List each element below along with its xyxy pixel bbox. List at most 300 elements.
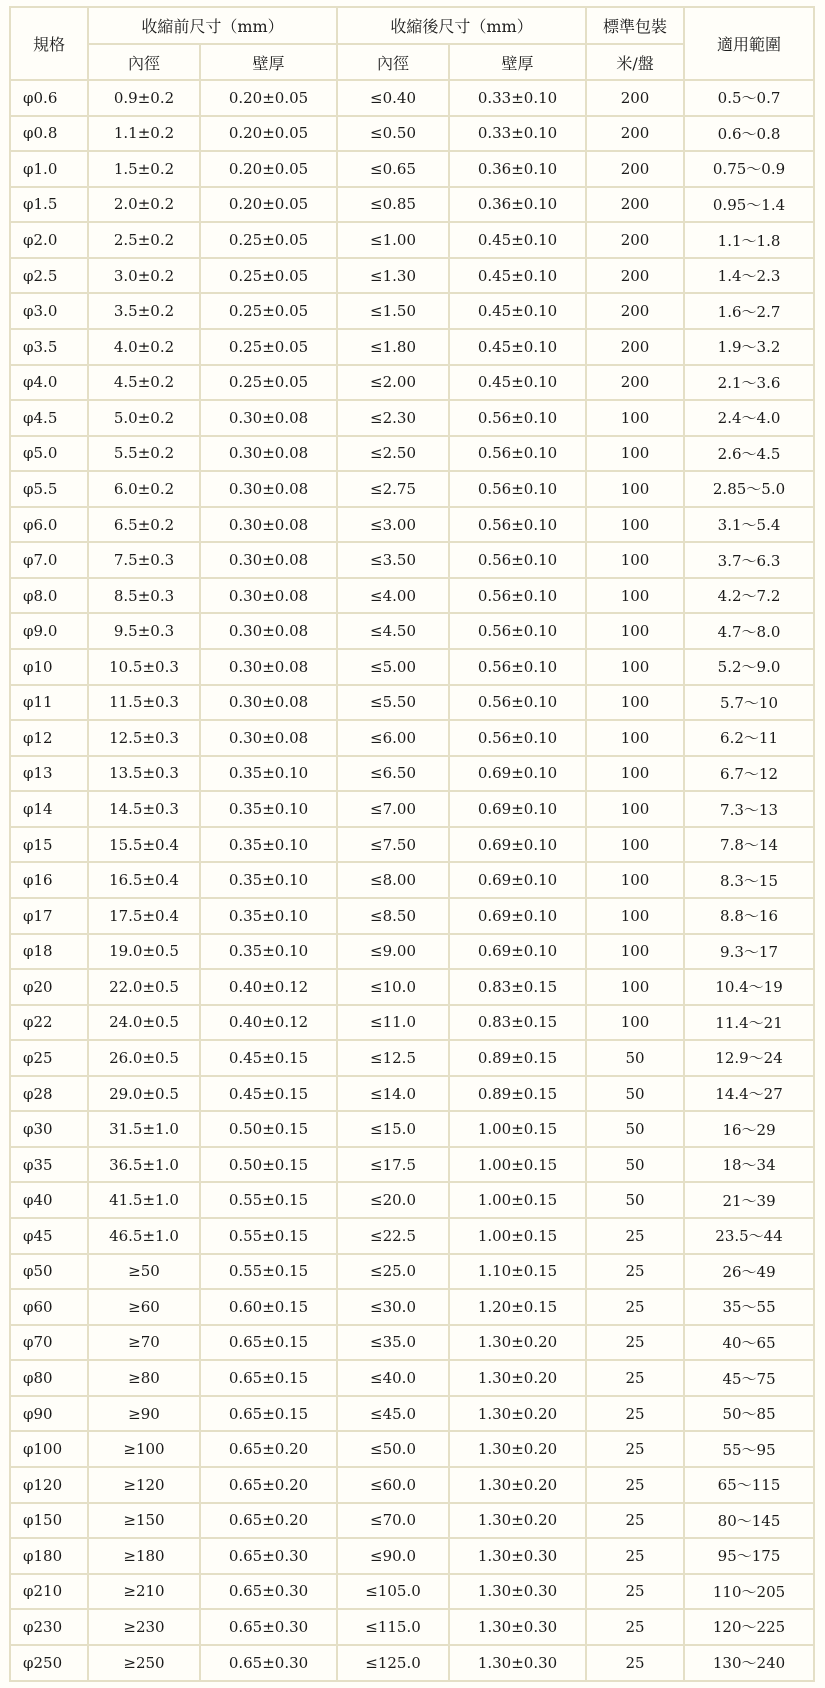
- cell-before-wall-thickness: 0.65±0.20: [200, 1503, 337, 1539]
- cell-before-wall-thickness: 0.30±0.08: [200, 613, 337, 649]
- table-row: [10, 293, 814, 329]
- cell-package-qty: 100: [586, 934, 684, 970]
- cell-after-inner-diameter: ≤40.0: [337, 1360, 449, 1396]
- cell-spec: φ230: [10, 1609, 88, 1645]
- cell-applicable-range: 14.4～27: [684, 1076, 814, 1112]
- cell-applicable-range: 3.1～5.4: [684, 507, 814, 543]
- cell-before-wall-thickness: 0.65±0.15: [200, 1360, 337, 1396]
- cell-package-qty: 50: [586, 1182, 684, 1218]
- cell-before-inner-diameter: 0.9±0.2: [88, 80, 200, 116]
- cell-before-wall-thickness: 0.20±0.05: [200, 187, 337, 223]
- cell-after-inner-diameter: ≤0.65: [337, 151, 449, 187]
- cell-after-wall-thickness: 0.56±0.10: [449, 649, 586, 685]
- cell-package-qty: 25: [586, 1396, 684, 1432]
- table-body: [10, 80, 814, 1681]
- cell-applicable-range: 35～55: [684, 1289, 814, 1325]
- cell-applicable-range: 8.3～15: [684, 862, 814, 898]
- table-row: [10, 1431, 814, 1467]
- cell-before-wall-thickness: 0.35±0.10: [200, 862, 337, 898]
- cell-applicable-range: 5.7～10: [684, 685, 814, 721]
- cell-applicable-range: 1.9～3.2: [684, 329, 814, 365]
- table-row: [10, 1147, 814, 1183]
- cell-package-qty: 25: [586, 1538, 684, 1574]
- cell-applicable-range: 4.2～7.2: [684, 578, 814, 614]
- header-after-wall-thickness: 壁厚: [449, 44, 586, 80]
- cell-after-wall-thickness: 0.45±0.10: [449, 222, 586, 258]
- cell-before-inner-diameter: 31.5±1.0: [88, 1111, 200, 1147]
- cell-before-inner-diameter: 12.5±0.3: [88, 720, 200, 756]
- cell-package-qty: 100: [586, 400, 684, 436]
- cell-after-wall-thickness: 0.56±0.10: [449, 685, 586, 721]
- cell-before-wall-thickness: 0.65±0.15: [200, 1325, 337, 1361]
- cell-applicable-range: 40～65: [684, 1325, 814, 1361]
- cell-package-qty: 100: [586, 578, 684, 614]
- table-row: [10, 1360, 814, 1396]
- cell-spec: φ0.6: [10, 80, 88, 116]
- cell-before-inner-diameter: ≥70: [88, 1325, 200, 1361]
- cell-before-wall-thickness: 0.35±0.10: [200, 791, 337, 827]
- table-row: [10, 116, 814, 152]
- cell-spec: φ1.0: [10, 151, 88, 187]
- cell-package-qty: 25: [586, 1360, 684, 1396]
- cell-spec: φ22: [10, 1005, 88, 1041]
- cell-before-inner-diameter: 22.0±0.5: [88, 969, 200, 1005]
- cell-spec: φ60: [10, 1289, 88, 1325]
- cell-before-wall-thickness: 0.25±0.05: [200, 329, 337, 365]
- cell-spec: φ45: [10, 1218, 88, 1254]
- cell-applicable-range: 26～49: [684, 1254, 814, 1290]
- cell-before-inner-diameter: 6.5±0.2: [88, 507, 200, 543]
- cell-before-inner-diameter: 15.5±0.4: [88, 827, 200, 863]
- cell-before-inner-diameter: 3.0±0.2: [88, 258, 200, 294]
- cell-after-inner-diameter: ≤125.0: [337, 1645, 449, 1681]
- cell-package-qty: 25: [586, 1218, 684, 1254]
- table-row: [10, 1005, 814, 1041]
- cell-spec: φ30: [10, 1111, 88, 1147]
- cell-before-wall-thickness: 0.50±0.15: [200, 1111, 337, 1147]
- cell-after-wall-thickness: 0.45±0.10: [449, 293, 586, 329]
- cell-before-inner-diameter: ≥210: [88, 1574, 200, 1610]
- cell-after-inner-diameter: ≤7.00: [337, 791, 449, 827]
- cell-after-wall-thickness: 0.69±0.10: [449, 934, 586, 970]
- table-row: [10, 1182, 814, 1218]
- cell-before-wall-thickness: 0.35±0.10: [200, 934, 337, 970]
- cell-package-qty: 25: [586, 1645, 684, 1681]
- cell-after-inner-diameter: ≤20.0: [337, 1182, 449, 1218]
- cell-applicable-range: 8.8～16: [684, 898, 814, 934]
- cell-before-inner-diameter: ≥80: [88, 1360, 200, 1396]
- cell-before-wall-thickness: 0.65±0.20: [200, 1467, 337, 1503]
- cell-before-wall-thickness: 0.30±0.08: [200, 542, 337, 578]
- cell-before-inner-diameter: 10.5±0.3: [88, 649, 200, 685]
- cell-after-wall-thickness: 1.30±0.20: [449, 1431, 586, 1467]
- cell-before-wall-thickness: 0.20±0.05: [200, 116, 337, 152]
- table-row: [10, 1218, 814, 1254]
- header-standard-package: 標準包裝: [586, 7, 684, 44]
- cell-applicable-range: 0.6～0.8: [684, 116, 814, 152]
- cell-before-inner-diameter: 5.0±0.2: [88, 400, 200, 436]
- cell-package-qty: 200: [586, 187, 684, 223]
- cell-package-qty: 100: [586, 791, 684, 827]
- cell-applicable-range: 5.2～9.0: [684, 649, 814, 685]
- table-row: [10, 1574, 814, 1610]
- table-row: [10, 471, 814, 507]
- cell-before-wall-thickness: 0.30±0.08: [200, 649, 337, 685]
- cell-before-wall-thickness: 0.35±0.10: [200, 827, 337, 863]
- cell-spec: φ250: [10, 1645, 88, 1681]
- cell-after-inner-diameter: ≤3.00: [337, 507, 449, 543]
- cell-applicable-range: 6.2～11: [684, 720, 814, 756]
- cell-before-wall-thickness: 0.65±0.30: [200, 1645, 337, 1681]
- cell-before-wall-thickness: 0.25±0.05: [200, 293, 337, 329]
- cell-package-qty: 200: [586, 329, 684, 365]
- cell-spec: φ20: [10, 969, 88, 1005]
- cell-package-qty: 100: [586, 613, 684, 649]
- cell-spec: φ0.8: [10, 116, 88, 152]
- cell-after-wall-thickness: 1.10±0.15: [449, 1254, 586, 1290]
- cell-after-wall-thickness: 0.36±0.10: [449, 151, 586, 187]
- table-row: [10, 1467, 814, 1503]
- cell-applicable-range: 45～75: [684, 1360, 814, 1396]
- cell-applicable-range: 1.1～1.8: [684, 222, 814, 258]
- cell-after-wall-thickness: 0.45±0.10: [449, 365, 586, 401]
- cell-package-qty: 100: [586, 720, 684, 756]
- cell-before-inner-diameter: 7.5±0.3: [88, 542, 200, 578]
- cell-before-inner-diameter: 11.5±0.3: [88, 685, 200, 721]
- cell-after-inner-diameter: ≤50.0: [337, 1431, 449, 1467]
- table-row: [10, 827, 814, 863]
- cell-applicable-range: 1.4～2.3: [684, 258, 814, 294]
- table-row: [10, 365, 814, 401]
- cell-after-inner-diameter: ≤6.00: [337, 720, 449, 756]
- cell-after-wall-thickness: 0.69±0.10: [449, 791, 586, 827]
- cell-package-qty: 100: [586, 898, 684, 934]
- table-row: [10, 151, 814, 187]
- cell-after-inner-diameter: ≤14.0: [337, 1076, 449, 1112]
- table-row: [10, 436, 814, 472]
- cell-before-wall-thickness: 0.65±0.30: [200, 1609, 337, 1645]
- cell-after-wall-thickness: 0.33±0.10: [449, 80, 586, 116]
- cell-spec: φ150: [10, 1503, 88, 1539]
- cell-package-qty: 50: [586, 1076, 684, 1112]
- table-row: [10, 1609, 814, 1645]
- cell-before-inner-diameter: 29.0±0.5: [88, 1076, 200, 1112]
- cell-before-inner-diameter: 14.5±0.3: [88, 791, 200, 827]
- cell-after-wall-thickness: 0.33±0.10: [449, 116, 586, 152]
- cell-after-inner-diameter: ≤9.00: [337, 934, 449, 970]
- cell-after-inner-diameter: ≤70.0: [337, 1503, 449, 1539]
- cell-before-wall-thickness: 0.35±0.10: [200, 756, 337, 792]
- cell-before-wall-thickness: 0.65±0.15: [200, 1396, 337, 1432]
- cell-package-qty: 200: [586, 151, 684, 187]
- table-row: [10, 1289, 814, 1325]
- cell-after-inner-diameter: ≤0.85: [337, 187, 449, 223]
- cell-after-inner-diameter: ≤8.00: [337, 862, 449, 898]
- cell-spec: φ2.0: [10, 222, 88, 258]
- cell-before-inner-diameter: 5.5±0.2: [88, 436, 200, 472]
- cell-applicable-range: 95～175: [684, 1538, 814, 1574]
- cell-after-wall-thickness: 1.30±0.30: [449, 1609, 586, 1645]
- header-after-shrink: 收縮後尺寸（mm）: [337, 7, 586, 44]
- cell-spec: φ18: [10, 934, 88, 970]
- cell-after-inner-diameter: ≤1.00: [337, 222, 449, 258]
- header-package-unit: 米/盤: [586, 44, 684, 80]
- cell-applicable-range: 6.7～12: [684, 756, 814, 792]
- table-row: [10, 400, 814, 436]
- cell-before-inner-diameter: 19.0±0.5: [88, 934, 200, 970]
- cell-spec: φ40: [10, 1182, 88, 1218]
- cell-after-wall-thickness: 1.30±0.20: [449, 1325, 586, 1361]
- cell-after-inner-diameter: ≤15.0: [337, 1111, 449, 1147]
- cell-before-inner-diameter: ≥150: [88, 1503, 200, 1539]
- header-applicable-range: 適用範圍: [684, 7, 814, 80]
- cell-before-inner-diameter: 4.0±0.2: [88, 329, 200, 365]
- cell-after-inner-diameter: ≤0.50: [337, 116, 449, 152]
- cell-applicable-range: 0.95～1.4: [684, 187, 814, 223]
- cell-after-inner-diameter: ≤8.50: [337, 898, 449, 934]
- cell-before-inner-diameter: ≥50: [88, 1254, 200, 1290]
- cell-before-wall-thickness: 0.30±0.08: [200, 400, 337, 436]
- cell-before-inner-diameter: ≥90: [88, 1396, 200, 1432]
- cell-after-wall-thickness: 1.00±0.15: [449, 1182, 586, 1218]
- cell-applicable-range: 2.6～4.5: [684, 436, 814, 472]
- cell-after-inner-diameter: ≤17.5: [337, 1147, 449, 1183]
- cell-before-inner-diameter: 1.5±0.2: [88, 151, 200, 187]
- cell-package-qty: 100: [586, 507, 684, 543]
- cell-applicable-range: 0.5～0.7: [684, 80, 814, 116]
- cell-after-wall-thickness: 1.30±0.30: [449, 1538, 586, 1574]
- table-row: [10, 685, 814, 721]
- cell-before-inner-diameter: ≥120: [88, 1467, 200, 1503]
- cell-before-wall-thickness: 0.30±0.08: [200, 720, 337, 756]
- cell-package-qty: 200: [586, 365, 684, 401]
- cell-after-inner-diameter: ≤22.5: [337, 1218, 449, 1254]
- cell-spec: φ9.0: [10, 613, 88, 649]
- cell-package-qty: 100: [586, 1005, 684, 1041]
- cell-before-inner-diameter: ≥60: [88, 1289, 200, 1325]
- cell-before-inner-diameter: 9.5±0.3: [88, 613, 200, 649]
- cell-before-wall-thickness: 0.65±0.20: [200, 1431, 337, 1467]
- cell-applicable-range: 4.7～8.0: [684, 613, 814, 649]
- cell-before-inner-diameter: 24.0±0.5: [88, 1005, 200, 1041]
- cell-package-qty: 100: [586, 471, 684, 507]
- cell-after-inner-diameter: ≤12.5: [337, 1040, 449, 1076]
- cell-after-inner-diameter: ≤5.50: [337, 685, 449, 721]
- cell-after-wall-thickness: 1.00±0.15: [449, 1147, 586, 1183]
- cell-applicable-range: 12.9～24: [684, 1040, 814, 1076]
- cell-spec: φ12: [10, 720, 88, 756]
- cell-after-wall-thickness: 0.69±0.10: [449, 898, 586, 934]
- cell-after-inner-diameter: ≤4.00: [337, 578, 449, 614]
- table-row: [10, 1396, 814, 1432]
- cell-before-inner-diameter: 8.5±0.3: [88, 578, 200, 614]
- cell-after-wall-thickness: 0.83±0.15: [449, 1005, 586, 1041]
- cell-package-qty: 100: [586, 862, 684, 898]
- table-row: [10, 720, 814, 756]
- cell-package-qty: 25: [586, 1609, 684, 1645]
- cell-spec: φ5.0: [10, 436, 88, 472]
- cell-spec: φ4.5: [10, 400, 88, 436]
- cell-package-qty: 100: [586, 649, 684, 685]
- cell-after-wall-thickness: 0.56±0.10: [449, 507, 586, 543]
- table-row: [10, 1040, 814, 1076]
- cell-before-inner-diameter: 4.5±0.2: [88, 365, 200, 401]
- cell-before-wall-thickness: 0.25±0.05: [200, 365, 337, 401]
- cell-applicable-range: 1.6～2.7: [684, 293, 814, 329]
- cell-before-inner-diameter: ≥250: [88, 1645, 200, 1681]
- cell-package-qty: 200: [586, 258, 684, 294]
- cell-after-wall-thickness: 0.56±0.10: [449, 613, 586, 649]
- cell-applicable-range: 3.7～6.3: [684, 542, 814, 578]
- cell-spec: φ11: [10, 685, 88, 721]
- cell-spec: φ70: [10, 1325, 88, 1361]
- cell-applicable-range: 80～145: [684, 1503, 814, 1539]
- cell-package-qty: 25: [586, 1503, 684, 1539]
- cell-before-wall-thickness: 0.30±0.08: [200, 578, 337, 614]
- table-row: [10, 934, 814, 970]
- cell-applicable-range: 9.3～17: [684, 934, 814, 970]
- cell-after-inner-diameter: ≤4.50: [337, 613, 449, 649]
- cell-before-wall-thickness: 0.45±0.15: [200, 1040, 337, 1076]
- cell-spec: φ13: [10, 756, 88, 792]
- cell-after-wall-thickness: 0.69±0.10: [449, 862, 586, 898]
- cell-before-inner-diameter: ≥180: [88, 1538, 200, 1574]
- cell-package-qty: 25: [586, 1254, 684, 1290]
- table-row: [10, 862, 814, 898]
- cell-spec: φ180: [10, 1538, 88, 1574]
- header-row-1: [10, 7, 814, 44]
- cell-before-inner-diameter: 36.5±1.0: [88, 1147, 200, 1183]
- table-row: [10, 187, 814, 223]
- cell-applicable-range: 10.4～19: [684, 969, 814, 1005]
- cell-spec: φ120: [10, 1467, 88, 1503]
- table-row: [10, 1254, 814, 1290]
- cell-after-inner-diameter: ≤3.50: [337, 542, 449, 578]
- header-before-shrink: 收縮前尺寸（mm）: [88, 7, 337, 44]
- cell-before-inner-diameter: ≥230: [88, 1609, 200, 1645]
- table-row: [10, 507, 814, 543]
- cell-after-inner-diameter: ≤60.0: [337, 1467, 449, 1503]
- table-row: [10, 542, 814, 578]
- heat-shrink-spec-table: [9, 6, 815, 1682]
- cell-before-wall-thickness: 0.55±0.15: [200, 1182, 337, 1218]
- cell-before-inner-diameter: 26.0±0.5: [88, 1040, 200, 1076]
- table-row: [10, 1076, 814, 1112]
- cell-before-wall-thickness: 0.25±0.05: [200, 258, 337, 294]
- cell-applicable-range: 11.4～21: [684, 1005, 814, 1041]
- cell-after-inner-diameter: ≤1.30: [337, 258, 449, 294]
- cell-after-inner-diameter: ≤7.50: [337, 827, 449, 863]
- cell-before-inner-diameter: 2.5±0.2: [88, 222, 200, 258]
- cell-after-inner-diameter: ≤25.0: [337, 1254, 449, 1290]
- cell-spec: φ210: [10, 1574, 88, 1610]
- cell-after-wall-thickness: 1.30±0.30: [449, 1645, 586, 1681]
- cell-after-inner-diameter: ≤30.0: [337, 1289, 449, 1325]
- cell-applicable-range: 2.4～4.0: [684, 400, 814, 436]
- table-row: [10, 756, 814, 792]
- cell-after-inner-diameter: ≤115.0: [337, 1609, 449, 1645]
- cell-after-wall-thickness: 0.69±0.10: [449, 756, 586, 792]
- cell-applicable-range: 2.1～3.6: [684, 365, 814, 401]
- cell-after-wall-thickness: 0.56±0.10: [449, 436, 586, 472]
- table-row: [10, 898, 814, 934]
- cell-before-inner-diameter: ≥100: [88, 1431, 200, 1467]
- cell-after-wall-thickness: 0.89±0.15: [449, 1040, 586, 1076]
- cell-package-qty: 200: [586, 116, 684, 152]
- table-row: [10, 1538, 814, 1574]
- table-row: [10, 80, 814, 116]
- cell-before-inner-diameter: 6.0±0.2: [88, 471, 200, 507]
- cell-applicable-range: 2.85～5.0: [684, 471, 814, 507]
- cell-package-qty: 25: [586, 1574, 684, 1610]
- cell-after-inner-diameter: ≤2.75: [337, 471, 449, 507]
- cell-after-inner-diameter: ≤1.80: [337, 329, 449, 365]
- cell-after-inner-diameter: ≤0.40: [337, 80, 449, 116]
- cell-package-qty: 25: [586, 1467, 684, 1503]
- cell-before-inner-diameter: 1.1±0.2: [88, 116, 200, 152]
- cell-after-inner-diameter: ≤5.00: [337, 649, 449, 685]
- table-row: [10, 1111, 814, 1147]
- cell-spec: φ2.5: [10, 258, 88, 294]
- header-before-wall-thickness: 壁厚: [200, 44, 337, 80]
- cell-spec: φ3.0: [10, 293, 88, 329]
- cell-before-wall-thickness: 0.60±0.15: [200, 1289, 337, 1325]
- cell-before-inner-diameter: 13.5±0.3: [88, 756, 200, 792]
- cell-before-wall-thickness: 0.25±0.05: [200, 222, 337, 258]
- cell-applicable-range: 7.3～13: [684, 791, 814, 827]
- cell-package-qty: 25: [586, 1431, 684, 1467]
- cell-before-wall-thickness: 0.30±0.08: [200, 685, 337, 721]
- cell-before-inner-diameter: 3.5±0.2: [88, 293, 200, 329]
- cell-after-wall-thickness: 1.20±0.15: [449, 1289, 586, 1325]
- cell-package-qty: 100: [586, 685, 684, 721]
- cell-after-wall-thickness: 0.56±0.10: [449, 471, 586, 507]
- cell-applicable-range: 16～29: [684, 1111, 814, 1147]
- cell-before-wall-thickness: 0.30±0.08: [200, 471, 337, 507]
- table-row: [10, 1503, 814, 1539]
- cell-after-inner-diameter: ≤11.0: [337, 1005, 449, 1041]
- cell-after-inner-diameter: ≤10.0: [337, 969, 449, 1005]
- cell-before-inner-diameter: 41.5±1.0: [88, 1182, 200, 1218]
- cell-before-wall-thickness: 0.40±0.12: [200, 969, 337, 1005]
- cell-package-qty: 50: [586, 1040, 684, 1076]
- cell-before-wall-thickness: 0.30±0.08: [200, 436, 337, 472]
- cell-after-wall-thickness: 0.69±0.10: [449, 827, 586, 863]
- cell-before-wall-thickness: 0.65±0.30: [200, 1538, 337, 1574]
- cell-after-wall-thickness: 0.83±0.15: [449, 969, 586, 1005]
- cell-after-wall-thickness: 1.30±0.20: [449, 1467, 586, 1503]
- cell-package-qty: 50: [586, 1111, 684, 1147]
- cell-after-wall-thickness: 0.56±0.10: [449, 400, 586, 436]
- cell-before-wall-thickness: 0.20±0.05: [200, 80, 337, 116]
- cell-spec: φ16: [10, 862, 88, 898]
- cell-package-qty: 200: [586, 293, 684, 329]
- cell-spec: φ100: [10, 1431, 88, 1467]
- cell-after-wall-thickness: 1.30±0.20: [449, 1396, 586, 1432]
- table-row: [10, 329, 814, 365]
- cell-applicable-range: 65～115: [684, 1467, 814, 1503]
- cell-applicable-range: 23.5～44: [684, 1218, 814, 1254]
- cell-after-wall-thickness: 0.56±0.10: [449, 578, 586, 614]
- cell-before-wall-thickness: 0.30±0.08: [200, 507, 337, 543]
- cell-before-wall-thickness: 0.35±0.10: [200, 898, 337, 934]
- cell-spec: φ3.5: [10, 329, 88, 365]
- cell-package-qty: 200: [586, 222, 684, 258]
- cell-package-qty: 100: [586, 436, 684, 472]
- cell-after-wall-thickness: 1.00±0.15: [449, 1111, 586, 1147]
- cell-after-wall-thickness: 0.36±0.10: [449, 187, 586, 223]
- cell-spec: φ28: [10, 1076, 88, 1112]
